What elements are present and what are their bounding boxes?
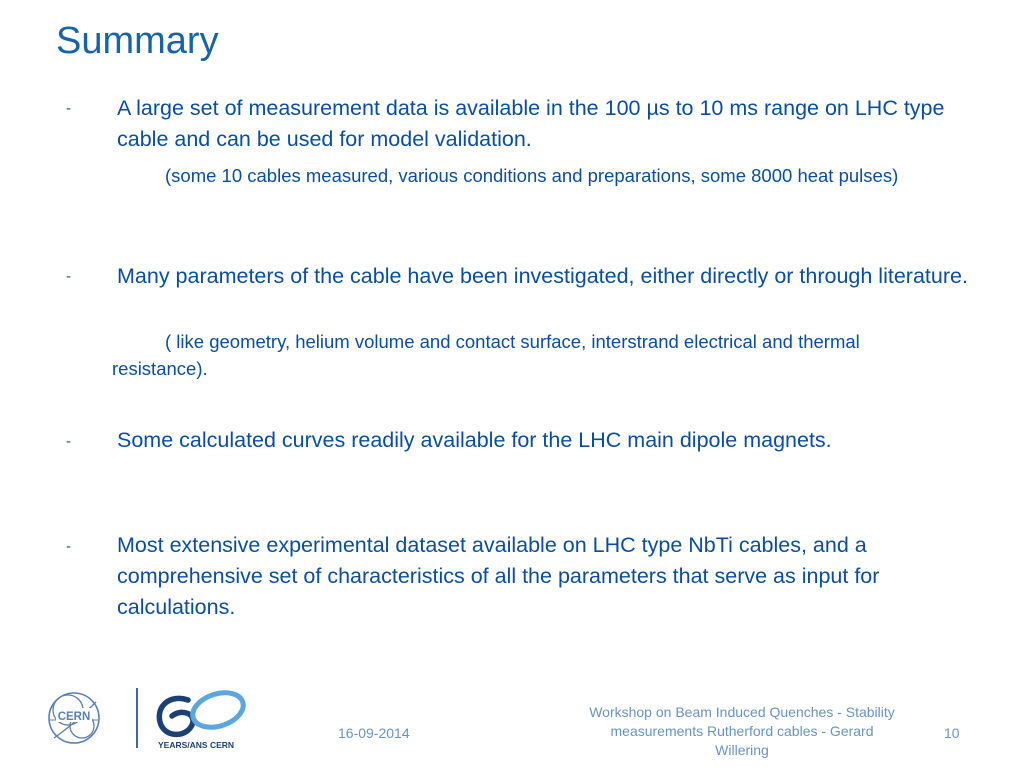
cern-60-years-logo-icon — [158, 687, 248, 750]
footer-logos — [40, 680, 260, 760]
footer-event-title: Workshop on Beam Induced Quenches - Stability measurements Rutherford cables - Gerard Willering — [589, 704, 895, 758]
slide-title: Summary — [56, 20, 219, 62]
anniversary-logo-text: YEARS/ANS CERN — [158, 740, 235, 750]
bullet-text: Some calculated curves readily available for the LHC main dipole magnets. — [117, 428, 832, 452]
cern-logo-icon — [49, 693, 99, 743]
cern-logos-graphic — [40, 680, 260, 760]
page-number: 10 — [944, 725, 960, 741]
bullet-marker: - — [66, 538, 71, 555]
bullet-marker: - — [66, 433, 71, 450]
cern-logo-text: CERN — [57, 711, 91, 723]
bullet-marker: - — [66, 100, 71, 117]
bullet-subtext: (some 10 cables measured, various conditions and preparations, some 8000 heat pulses) — [165, 165, 899, 186]
bullet-subtext: ( like geometry, helium volume and contact surface, interstrand electrical and thermal resistance). — [112, 331, 860, 379]
bullet-text: Many parameters of the cable have been investigated, either directly or through literature. — [117, 264, 968, 288]
footer-date: 16-09-2014 — [338, 725, 410, 741]
bullet-marker: - — [66, 268, 71, 285]
bullet-text: A large set of measurement data is available in the 100 µs to 10 ms range on LHC type cable and can be used for model validation. — [117, 96, 945, 151]
bullet-text: Most extensive experimental dataset available on LHC type NbTi cables, and a comprehensive set of characteristics of all the parameters that serve as input for calculations. — [117, 533, 880, 619]
